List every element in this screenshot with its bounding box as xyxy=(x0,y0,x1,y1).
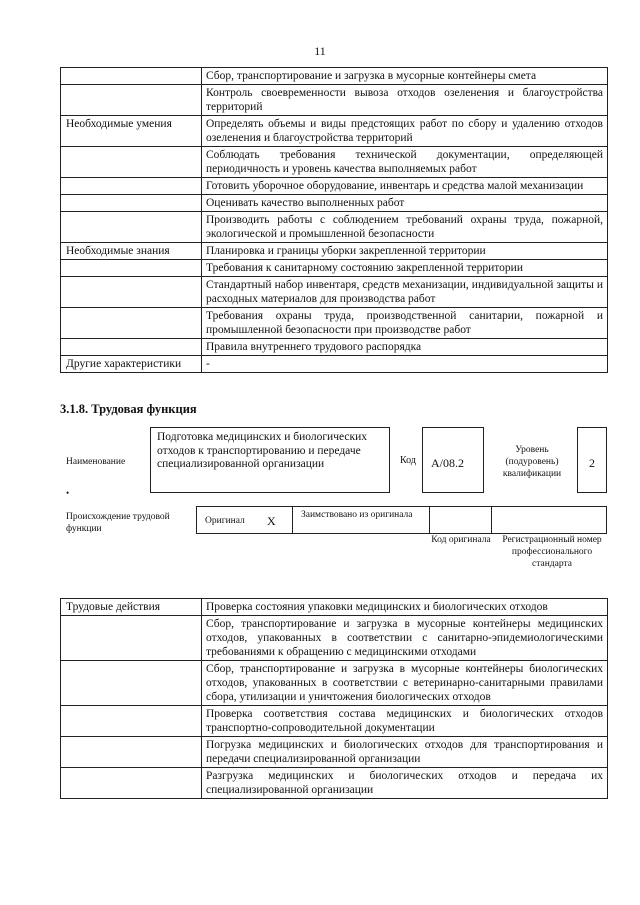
row-label: Необходимые знания xyxy=(61,243,202,260)
origin-row xyxy=(196,506,607,534)
row-label xyxy=(61,339,202,356)
table-row xyxy=(61,706,608,737)
qualification-level-box: 2 xyxy=(577,427,607,493)
original-label: Оригинал xyxy=(205,516,245,526)
row-label: Другие характеристики xyxy=(61,356,202,373)
name-label: Наименование xyxy=(66,457,126,467)
row-text: Определять объемы и виды предстоящих работ по сбору и удалению отходов озеленения и благоустройства территорий xyxy=(202,116,608,147)
row-label xyxy=(61,737,202,768)
row-label xyxy=(61,768,202,799)
row-text: Планировка и границы уборки закрепленной территории xyxy=(202,243,608,260)
row-text: Проверка соответствия состава медицинских и биологических отходов транспортно-сопроводительной документации xyxy=(202,706,608,737)
row-label xyxy=(61,616,202,661)
row-text: Разгрузка медицинских и биологических отходов и передача их специализированной организации xyxy=(202,768,608,799)
labor-actions-table xyxy=(60,598,608,799)
page-number: 11 xyxy=(314,44,326,58)
function-code-box: A/08.2 xyxy=(422,427,484,493)
row-text: Соблюдать требования технической документации, определяющей периодичность и уровень качества выполняемых работ xyxy=(202,147,608,178)
row-label xyxy=(61,147,202,178)
origin-label: Происхождение трудовой функции xyxy=(66,512,170,534)
table-row xyxy=(61,85,608,116)
code-original-label: Код оригинала xyxy=(431,535,491,545)
row-label xyxy=(61,260,202,277)
table-row xyxy=(61,599,608,616)
row-label: Необходимые умения xyxy=(61,116,202,147)
table-row xyxy=(61,616,608,661)
row-text: - xyxy=(202,356,608,373)
borrowed-cell xyxy=(293,507,430,533)
qualification-level-label: Уровень (подуровень) квалификации xyxy=(502,445,562,479)
row-label xyxy=(61,85,202,116)
table-row xyxy=(61,339,608,356)
table-row xyxy=(61,737,608,768)
function-name-box: Подготовка медицинских и биологических отходов к транспортированию и передаче специализированной организации xyxy=(150,427,390,493)
table-row xyxy=(61,277,608,308)
reg-number-cell xyxy=(492,507,606,533)
table-row xyxy=(61,768,608,799)
table-row xyxy=(61,661,608,706)
row-text: Производить работы с соблюдением требований охраны труда, пожарной, экологической и промышленной безопасности xyxy=(202,212,608,243)
row-text: Сбор, транспортирование и загрузка в мусорные контейнеры медицинских отходов, упакованных в соответствии с санитарно-эпидемиологическими требованиями к обращению с медицинскими отходами xyxy=(202,616,608,661)
table-row xyxy=(61,356,608,373)
row-text: Готовить уборочное оборудование, инвентарь и средства малой механизации xyxy=(202,178,608,195)
section-heading: 3.1.8. Трудовая функция xyxy=(60,402,197,416)
table-row xyxy=(61,260,608,277)
row-text: Сбор, транспортирование и загрузка в мусорные контейнеры смета xyxy=(202,68,608,85)
table-row xyxy=(61,243,608,260)
table-row xyxy=(61,116,608,147)
row-text: Оценивать качество выполненных работ xyxy=(202,195,608,212)
table-row xyxy=(61,147,608,178)
row-text: Правила внутреннего трудового распорядка xyxy=(202,339,608,356)
row-text: Контроль своевременности вывоза отходов озеленения и благоустройства территорий xyxy=(202,85,608,116)
row-label xyxy=(61,195,202,212)
row-label xyxy=(61,277,202,308)
reg-number-label: Регистрационный номер профессионального стандарта xyxy=(502,535,602,569)
row-label xyxy=(61,68,202,85)
row-label xyxy=(61,178,202,195)
row-text: Стандартный набор инвентаря, средств механизации, индивидуальной защиты и расходных материалов для производства работ xyxy=(202,277,608,308)
code-original-cell xyxy=(430,507,492,533)
row-text: Погрузка медицинских и биологических отходов для транспортирования и передачи специализированной организации xyxy=(202,737,608,768)
row-label xyxy=(61,308,202,339)
table-row xyxy=(61,178,608,195)
bullet-mark: • xyxy=(66,488,70,498)
code-label: Код xyxy=(400,455,416,466)
table-row xyxy=(61,212,608,243)
row-text: Проверка состояния упаковки медицинских и биологических отходов xyxy=(202,599,608,616)
table-row xyxy=(61,308,608,339)
table-row xyxy=(61,68,608,85)
original-mark: X xyxy=(267,514,276,528)
skills-knowledge-table xyxy=(60,67,608,373)
table-row xyxy=(61,195,608,212)
row-text: Требования к санитарному состоянию закрепленной территории xyxy=(202,260,608,277)
borrowed-label: Заимствовано из оригинала xyxy=(301,510,413,520)
row-label: Трудовые действия xyxy=(61,599,202,616)
row-label xyxy=(61,661,202,706)
row-label xyxy=(61,212,202,243)
row-text: Требования охраны труда, производственной санитарии, пожарной и промышленной безопасности при производстве работ xyxy=(202,308,608,339)
row-text: Сбор, транспортирование и загрузка в мусорные контейнеры биологических отходов, упакованных в соответствии с ветеринарно-санитарными правилами сбора, утилизации и уничтожения биологических отходов xyxy=(202,661,608,706)
original-cell xyxy=(197,507,293,533)
row-label xyxy=(61,706,202,737)
